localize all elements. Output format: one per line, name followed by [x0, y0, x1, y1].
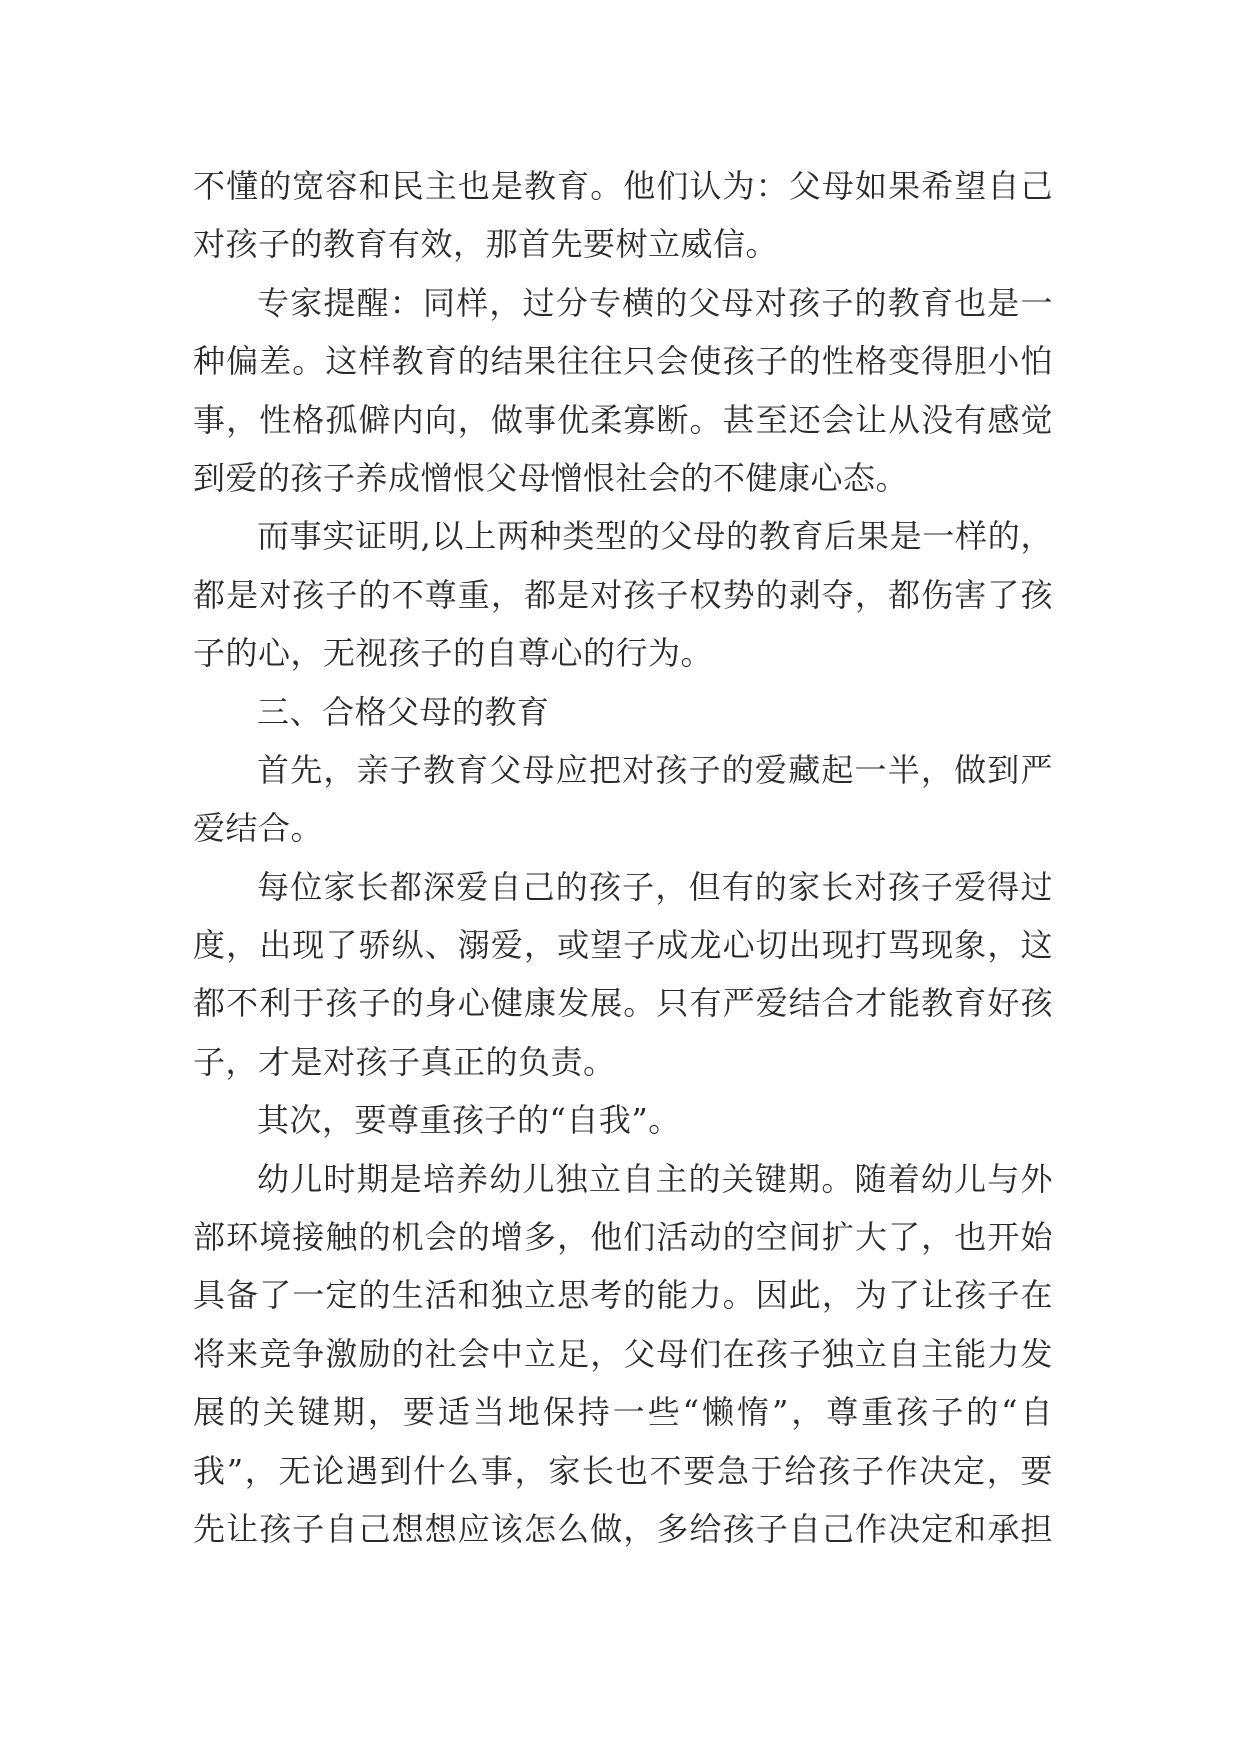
text-line: 展的关键期，要适当地保持一些“懒惰”，尊重孩子的“自 [193, 1393, 1053, 1432]
text-line: 不懂的宽容和民主也是教育。他们认为：父母如果希望自己 [193, 167, 1053, 205]
text-line: 我”，无论遇到什么事，家长也不要急于给孩子作决定，要 [193, 1451, 1053, 1490]
text-line: 而事实证明,以上两种类型的父母的教育后果是一样的， [257, 517, 1053, 556]
paragraph [193, 507, 1053, 682]
text-line: 每位家长都深爱自己的孩子，但有的家长对孩子爱得过 [257, 867, 1053, 906]
text-line: 子的心，无视孩子的自尊心的行为。 [193, 634, 714, 673]
text-line: 具备了一定的生活和独立思考的能力。因此，为了让孩子在 [193, 1276, 1053, 1315]
text-line: 专家提醒：同样，过分专横的父母对孩子的教育也是一 [257, 283, 1053, 322]
text-line: 种偏差。这样教育的结果往往只会使孩子的性格变得胆小怕 [193, 342, 1053, 381]
paragraph [193, 741, 1053, 858]
text-line: 事，性格孤僻内向，做事优柔寡断。甚至还会让从没有感觉 [193, 400, 1053, 439]
text-line: 都不利于孩子的身心健康发展。只有严爱结合才能教育好孩 [193, 984, 1053, 1023]
paragraph [193, 274, 1053, 508]
text-line: 对孩子的教育有效，那首先要树立威信。 [193, 225, 779, 264]
text-line: 到爱的孩子养成憎恨父母憎恨社会的不健康心态。 [193, 458, 909, 497]
section-heading [193, 683, 1053, 741]
text-line: 爱结合。 [193, 809, 324, 848]
paragraph [193, 1091, 1053, 1149]
text-line: 将来竞争激励的社会中立足，父母们在孩子独立自主能力发 [193, 1334, 1053, 1373]
text-line: 部环境接触的机会的增多，他们活动的空间扩大了，也开始 [193, 1218, 1053, 1257]
text-line: 都是对孩子的不尊重，都是对孩子权势的剥夺，都伤害了孩 [193, 575, 1053, 614]
text-line: 其次，要尊重孩子的“自我”。 [257, 1101, 681, 1140]
text-line: 先让孩子自己想想应该怎么做，多给孩子自己作决定和承担 [193, 1509, 1053, 1548]
text-line: 三、合格父母的教育 [257, 692, 550, 731]
text-line: 子，才是对孩子真正的负责。 [193, 1042, 616, 1081]
paragraph [193, 858, 1053, 1092]
paragraph [193, 1150, 1053, 1559]
paragraph [193, 157, 1053, 274]
document-body [193, 157, 1053, 1558]
text-line: 幼儿时期是培养幼儿独立自主的关键期。随着幼儿与外 [257, 1159, 1053, 1198]
text-line: 首先，亲子教育父母应把对孩子的爱藏起一半，做到严 [257, 750, 1053, 789]
text-line: 度，出现了骄纵、溺爱，或望子成龙心切出现打骂现象，这 [193, 926, 1053, 965]
